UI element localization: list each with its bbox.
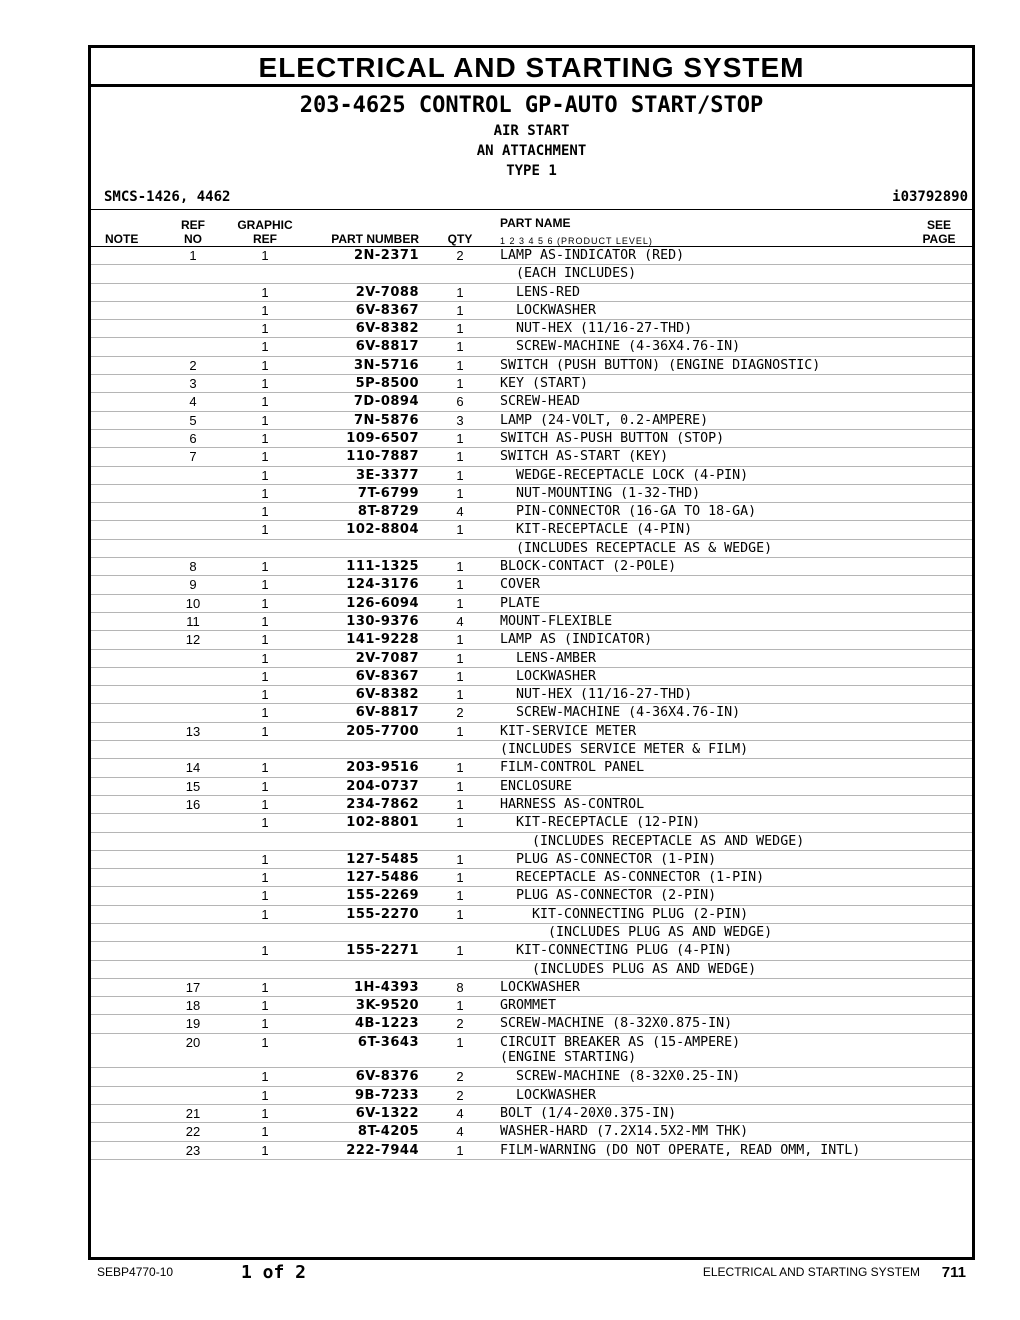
part-number: 6V-8382 xyxy=(355,687,419,703)
ref-no: 12 xyxy=(185,632,201,648)
quantity: 1 xyxy=(456,815,464,831)
part-name: SWITCH AS-PUSH BUTTON (STOP) xyxy=(500,430,725,446)
table-row xyxy=(91,448,972,466)
graphic-ref: 1 xyxy=(261,284,269,300)
table-row xyxy=(91,704,972,722)
part-number: 2N-2371 xyxy=(353,248,419,263)
part-number: 110-7887 xyxy=(346,449,419,465)
table-row xyxy=(91,741,972,759)
part-number: 127-5485 xyxy=(346,851,419,867)
table-row xyxy=(91,595,972,613)
table-row xyxy=(91,759,972,777)
table-row xyxy=(91,942,972,960)
ref-no: 7 xyxy=(189,449,197,465)
part-number: 6V-8817 xyxy=(355,705,419,721)
part-number: 6V-8817 xyxy=(355,339,419,355)
graphic-ref: 1 xyxy=(261,376,269,392)
quantity: 1 xyxy=(456,778,464,794)
sub-line-attachment: AN ATTACHMENT xyxy=(476,143,587,159)
quantity: 1 xyxy=(456,376,464,392)
quantity: 2 xyxy=(456,248,464,263)
part-number: 3E-3377 xyxy=(355,467,419,483)
part-number: 2V-7088 xyxy=(355,284,419,300)
col-header-see-top: SEE xyxy=(926,218,951,232)
part-name: PLATE xyxy=(500,595,541,611)
part-name: PLUG AS-CONNECTOR (1-PIN) xyxy=(500,851,717,867)
ref-no: 10 xyxy=(185,595,201,611)
part-number: 7T-6799 xyxy=(357,485,419,501)
part-name: NUT-HEX (11/16-27-THD) xyxy=(500,687,693,703)
part-name: SWITCH AS-START (KEY) xyxy=(500,449,669,465)
part-name: PIN-CONNECTOR (16-GA TO 18-GA) xyxy=(500,504,757,520)
ref-no: 8 xyxy=(189,559,197,575)
part-name: KEY (START) xyxy=(500,376,589,392)
quantity: 1 xyxy=(456,485,464,501)
table-row xyxy=(91,357,972,375)
quantity: 1 xyxy=(456,650,464,666)
ref-no: 1 xyxy=(189,248,197,263)
graphic-ref: 1 xyxy=(261,321,269,337)
table-row xyxy=(91,778,972,796)
ref-no: 9 xyxy=(189,577,197,593)
graphic-ref: 1 xyxy=(261,522,269,538)
illustration-id: i03792890 xyxy=(892,189,968,205)
table-row xyxy=(91,1123,972,1141)
quantity: 1 xyxy=(456,943,464,959)
part-name: COVER xyxy=(500,577,541,593)
graphic-ref: 1 xyxy=(261,302,269,318)
part-number: 126-6094 xyxy=(346,595,419,611)
part-name: PLUG AS-CONNECTOR (2-PIN) xyxy=(500,888,717,904)
part-name: SWITCH (PUSH BUTTON) (ENGINE DIAGNOSTIC) xyxy=(500,357,821,373)
graphic-ref: 1 xyxy=(261,906,269,922)
part-name: NUT-HEX (11/16-27-THD) xyxy=(500,321,693,337)
graphic-ref: 1 xyxy=(261,870,269,886)
table-row xyxy=(91,1142,972,1160)
quantity: 1 xyxy=(456,595,464,611)
footer-page-of: 1 of 2 xyxy=(241,1262,307,1283)
part-name: KIT-CONNECTING PLUG (2-PIN) xyxy=(500,906,749,922)
graphic-ref: 1 xyxy=(261,1105,269,1121)
table-row xyxy=(91,906,972,924)
graphic-ref: 1 xyxy=(261,613,269,629)
table-row xyxy=(91,393,972,411)
quantity: 3 xyxy=(456,412,464,428)
graphic-ref: 1 xyxy=(261,1087,269,1103)
part-number: 6T-3643 xyxy=(357,1034,419,1050)
table-row xyxy=(91,1015,972,1033)
part-name: LOCKWASHER xyxy=(500,979,581,995)
ref-no: 13 xyxy=(185,723,201,739)
quantity: 1 xyxy=(456,906,464,922)
part-number: 111-1325 xyxy=(346,559,419,575)
ref-no: 20 xyxy=(185,1034,201,1050)
quantity: 1 xyxy=(456,668,464,684)
part-number: 7D-0894 xyxy=(353,394,419,410)
table-row xyxy=(91,961,972,979)
part-number: 2V-7087 xyxy=(355,650,419,666)
part-number: 1H-4393 xyxy=(353,979,419,995)
table-row xyxy=(91,1034,972,1069)
part-number: 6V-8376 xyxy=(355,1069,419,1085)
col-header-graphic-bottom: REF xyxy=(253,232,277,246)
col-header-part-name: PART NAME xyxy=(500,216,571,230)
part-name: SCREW-MACHINE (4-36X4.76-IN) xyxy=(500,339,741,355)
table-row xyxy=(91,869,972,887)
ref-no: 15 xyxy=(185,778,201,794)
quantity: 1 xyxy=(456,632,464,648)
graphic-ref: 1 xyxy=(261,357,269,373)
part-number: 6V-1322 xyxy=(355,1105,419,1121)
quantity: 8 xyxy=(456,979,464,995)
quantity: 1 xyxy=(456,357,464,373)
ref-no: 6 xyxy=(189,430,197,446)
col-header-part-number: PART NUMBER xyxy=(331,232,419,246)
table-row xyxy=(91,540,972,558)
part-name: BLOCK-CONTACT (2-POLE) xyxy=(500,559,677,575)
quantity: 4 xyxy=(456,613,464,629)
part-name: CIRCUIT BREAKER AS (15-AMPERE) (ENGINE STARTING) xyxy=(500,1034,741,1065)
smcs-code: SMCS-1426, 4462 xyxy=(104,189,231,205)
ref-no: 16 xyxy=(185,796,201,812)
part-number: 222-7944 xyxy=(346,1142,419,1158)
part-name: WASHER-HARD (7.2X14.5X2-MM THK) xyxy=(500,1124,749,1140)
table-row xyxy=(91,924,972,942)
part-number: 234-7862 xyxy=(346,796,419,812)
page-frame xyxy=(88,45,975,1260)
graphic-ref: 1 xyxy=(261,559,269,575)
graphic-ref: 1 xyxy=(261,815,269,831)
ref-no: 2 xyxy=(189,357,197,373)
part-name: BOLT (1/4-20X0.375-IN) xyxy=(500,1105,677,1121)
graphic-ref: 1 xyxy=(261,851,269,867)
graphic-ref: 1 xyxy=(261,394,269,410)
table-row xyxy=(91,979,972,997)
table-row xyxy=(91,503,972,521)
table-row xyxy=(91,1105,972,1123)
table-row xyxy=(91,851,972,869)
col-header-product-levels: 1 2 3 4 5 6 (PRODUCT LEVEL) xyxy=(500,236,653,246)
sub-line-type: TYPE 1 xyxy=(506,163,557,179)
graphic-ref: 1 xyxy=(261,687,269,703)
part-number: 155-2271 xyxy=(346,943,419,959)
part-name: GROMMET xyxy=(500,998,557,1014)
part-name: KIT-CONNECTING PLUG (4-PIN) xyxy=(500,943,733,959)
graphic-ref: 1 xyxy=(261,760,269,776)
table-row xyxy=(91,631,972,649)
part-name: MOUNT-FLEXIBLE xyxy=(500,613,613,629)
part-number: 102-8804 xyxy=(346,522,419,538)
table-row xyxy=(91,430,972,448)
part-name: LENS-AMBER xyxy=(500,650,597,666)
table-row xyxy=(91,1068,972,1086)
part-number: 4B-1223 xyxy=(354,1016,419,1032)
graphic-ref: 1 xyxy=(261,339,269,355)
table-row xyxy=(91,833,972,851)
quantity: 1 xyxy=(456,998,464,1014)
part-number: 8T-4205 xyxy=(357,1124,419,1140)
graphic-ref: 1 xyxy=(261,467,269,483)
table-row xyxy=(91,338,972,356)
table-row xyxy=(91,997,972,1015)
quantity: 1 xyxy=(456,430,464,446)
quantity: 1 xyxy=(456,577,464,593)
part-number: 130-9376 xyxy=(346,613,419,629)
col-header-note: NOTE xyxy=(105,232,139,246)
graphic-ref: 1 xyxy=(261,1016,269,1032)
part-number: 109-6507 xyxy=(346,430,419,446)
graphic-ref: 1 xyxy=(261,248,269,263)
quantity: 2 xyxy=(456,1069,464,1085)
graphic-ref: 1 xyxy=(261,650,269,666)
table-row xyxy=(91,558,972,576)
graphic-ref: 1 xyxy=(261,705,269,721)
part-number: 127-5486 xyxy=(346,870,419,886)
part-name: FILM-WARNING (DO NOT OPERATE, READ OMM, INTL) xyxy=(500,1142,861,1158)
table-row xyxy=(91,796,972,814)
graphic-ref: 1 xyxy=(261,412,269,428)
footer-doc-id: SEBP4770-10 xyxy=(97,1265,174,1279)
table-row xyxy=(91,1087,972,1105)
part-name: (INCLUDES PLUG AS AND WEDGE) xyxy=(500,961,757,977)
graphic-ref: 1 xyxy=(261,632,269,648)
part-name: SCREW-MACHINE (8-32X0.875-IN) xyxy=(500,1016,733,1032)
quantity: 1 xyxy=(456,723,464,739)
part-name: (INCLUDES RECEPTACLE AS AND WEDGE) xyxy=(500,833,805,849)
graphic-ref: 1 xyxy=(261,577,269,593)
table-row xyxy=(91,723,972,741)
group-title: 203-4625 CONTROL GP-AUTO START/STOP xyxy=(299,93,764,118)
ref-no: 21 xyxy=(185,1105,201,1121)
part-name: LENS-RED xyxy=(500,284,581,300)
quantity: 1 xyxy=(456,321,464,337)
table-row xyxy=(91,284,972,302)
graphic-ref: 1 xyxy=(261,430,269,446)
part-number: 8T-8729 xyxy=(357,504,419,520)
quantity: 1 xyxy=(456,1034,464,1050)
part-number: 6V-8382 xyxy=(355,321,419,337)
graphic-ref: 1 xyxy=(261,778,269,794)
col-header-ref-top: REF xyxy=(181,218,205,232)
quantity: 1 xyxy=(456,559,464,575)
parts-table xyxy=(91,246,972,1160)
col-header-qty: QTY xyxy=(447,232,473,246)
part-name: KIT-SERVICE METER xyxy=(500,723,637,739)
part-name: HARNESS AS-CONTROL xyxy=(500,796,645,812)
quantity: 1 xyxy=(456,1142,464,1158)
quantity: 1 xyxy=(456,339,464,355)
col-header-see-bottom: PAGE xyxy=(922,232,956,246)
ref-no: 23 xyxy=(185,1142,201,1158)
graphic-ref: 1 xyxy=(261,888,269,904)
quantity: 1 xyxy=(456,760,464,776)
quantity: 2 xyxy=(456,705,464,721)
graphic-ref: 1 xyxy=(261,998,269,1014)
graphic-ref: 1 xyxy=(261,1142,269,1158)
part-name: (INCLUDES SERVICE METER & FILM) xyxy=(500,742,749,758)
header-rule xyxy=(91,209,972,210)
part-name: KIT-RECEPTACLE (4-PIN) xyxy=(500,522,693,538)
quantity: 1 xyxy=(456,888,464,904)
ref-no: 18 xyxy=(185,998,201,1014)
ref-no: 5 xyxy=(189,412,197,428)
table-row xyxy=(91,521,972,539)
quantity: 1 xyxy=(456,284,464,300)
part-name: FILM-CONTROL PANEL xyxy=(500,760,645,776)
table-row xyxy=(91,265,972,283)
part-number: 6V-8367 xyxy=(355,302,419,318)
part-number: 5P-8500 xyxy=(355,376,419,392)
graphic-ref: 1 xyxy=(261,1069,269,1085)
graphic-ref: 1 xyxy=(261,668,269,684)
table-row xyxy=(91,814,972,832)
footer-section: ELECTRICAL AND STARTING SYSTEM xyxy=(702,1265,920,1279)
graphic-ref: 1 xyxy=(261,1034,269,1050)
table-row xyxy=(91,467,972,485)
graphic-ref: 1 xyxy=(261,595,269,611)
table-row xyxy=(91,613,972,631)
sub-line-air-start: AIR START xyxy=(493,123,570,139)
part-name: LAMP AS (INDICATOR) xyxy=(500,632,653,648)
part-number: 124-3176 xyxy=(346,577,419,593)
part-name: LOCKWASHER xyxy=(500,1087,597,1103)
part-name: ENCLOSURE xyxy=(500,778,573,794)
section-title: ELECTRICAL AND STARTING SYSTEM xyxy=(91,48,972,87)
part-name: (EACH INCLUDES) xyxy=(500,266,637,282)
part-number: 155-2269 xyxy=(346,888,419,904)
part-number: 3N-5716 xyxy=(353,357,419,373)
table-row xyxy=(91,887,972,905)
part-number: 6V-8367 xyxy=(355,668,419,684)
part-number: 203-9516 xyxy=(346,760,419,776)
part-name: RECEPTACLE AS-CONNECTOR (1-PIN) xyxy=(500,870,765,886)
part-name: NUT-MOUNTING (1-32-THD) xyxy=(500,485,701,501)
table-row xyxy=(91,320,972,338)
quantity: 1 xyxy=(456,467,464,483)
graphic-ref: 1 xyxy=(261,943,269,959)
part-name: LAMP (24-VOLT, 0.2-AMPERE) xyxy=(500,412,709,428)
graphic-ref: 1 xyxy=(261,723,269,739)
footer-page-number: 711 xyxy=(941,1264,966,1281)
quantity: 1 xyxy=(456,302,464,318)
part-number: 9B-7233 xyxy=(354,1087,419,1103)
quantity: 1 xyxy=(456,870,464,886)
graphic-ref: 1 xyxy=(261,504,269,520)
ref-no: 22 xyxy=(185,1124,201,1140)
col-header-graphic-top: GRAPHIC xyxy=(237,218,293,232)
part-name: SCREW-MACHINE (8-32X0.25-IN) xyxy=(500,1069,741,1085)
quantity: 6 xyxy=(456,394,464,410)
ref-no: 4 xyxy=(189,394,197,410)
quantity: 1 xyxy=(456,449,464,465)
table-row xyxy=(91,412,972,430)
part-name: (INCLUDES PLUG AS AND WEDGE) xyxy=(500,924,773,940)
part-number: 7N-5876 xyxy=(353,412,419,428)
table-row xyxy=(91,668,972,686)
graphic-ref: 1 xyxy=(261,485,269,501)
graphic-ref: 1 xyxy=(261,979,269,995)
part-number: 204-0737 xyxy=(346,778,419,794)
ref-no: 14 xyxy=(185,760,201,776)
ref-no: 17 xyxy=(185,979,201,995)
quantity: 4 xyxy=(456,1124,464,1140)
part-number: 155-2270 xyxy=(346,906,419,922)
ref-no: 11 xyxy=(186,613,200,629)
part-number: 3K-9520 xyxy=(355,998,419,1014)
graphic-ref: 1 xyxy=(261,449,269,465)
table-row xyxy=(91,576,972,594)
table-row xyxy=(91,375,972,393)
quantity: 1 xyxy=(456,796,464,812)
quantity: 1 xyxy=(456,687,464,703)
quantity: 4 xyxy=(456,1105,464,1121)
quantity: 4 xyxy=(456,504,464,520)
quantity: 1 xyxy=(456,851,464,867)
part-name: LAMP AS-INDICATOR (RED) xyxy=(500,248,685,263)
table-row xyxy=(91,686,972,704)
part-name: KIT-RECEPTACLE (12-PIN) xyxy=(500,815,701,831)
part-name: WEDGE-RECEPTACLE LOCK (4-PIN) xyxy=(500,467,749,483)
part-name: LOCKWASHER xyxy=(500,668,597,684)
part-number: 102-8801 xyxy=(346,815,419,831)
table-row xyxy=(91,246,972,265)
part-number: 205-7700 xyxy=(346,723,419,739)
part-name: SCREW-HEAD xyxy=(500,394,581,410)
table-row xyxy=(91,485,972,503)
part-name: SCREW-MACHINE (4-36X4.76-IN) xyxy=(500,705,741,721)
quantity: 2 xyxy=(456,1016,464,1032)
table-row xyxy=(91,650,972,668)
part-name: LOCKWASHER xyxy=(500,302,597,318)
col-header-ref-bottom: NO xyxy=(184,232,202,246)
graphic-ref: 1 xyxy=(261,1124,269,1140)
part-number: 141-9228 xyxy=(346,632,419,648)
ref-no: 19 xyxy=(185,1016,201,1032)
graphic-ref: 1 xyxy=(261,796,269,812)
quantity: 1 xyxy=(456,522,464,538)
ref-no: 3 xyxy=(189,376,197,392)
part-name: (INCLUDES RECEPTACLE AS & WEDGE) xyxy=(500,540,773,556)
table-row xyxy=(91,302,972,320)
quantity: 2 xyxy=(456,1087,464,1103)
